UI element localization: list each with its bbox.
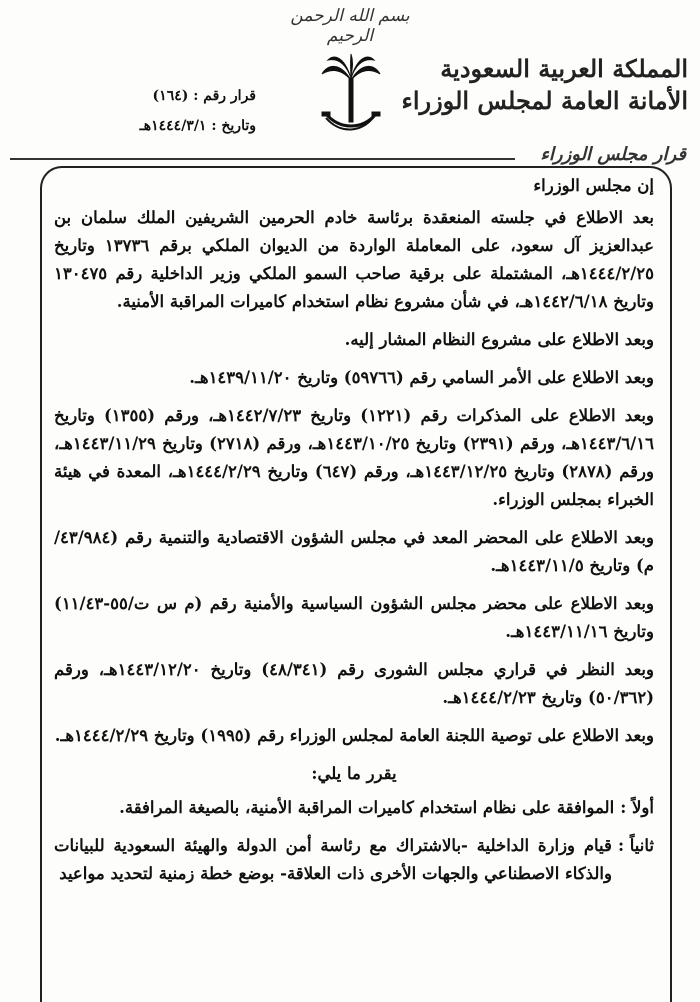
decision-item bbox=[54, 832, 654, 888]
section-title: قرار مجلس الوزراء bbox=[540, 144, 686, 165]
paragraph: وبعد الاطلاع على مشروع النظام المشار إليه. bbox=[344, 330, 654, 349]
item-text: الموافقة على نظام استخدام كاميرات المراقبة الأمنية، بالصيغة المرافقة. bbox=[119, 798, 615, 817]
paragraph: بعد الاطلاع في جلسته المنعقدة برئاسة خادم الحرمين الشريفين الملك سلمان بن عبدالعزيز آل سعود، على المعاملة الواردة من الديوان الملكي برقم ١٣٧٣٦ وتاريخ ١٤٤٤/٢/٢٥هـ، المشتملة على برقية صاحب السمو الملكي وزير الداخلية رقم ١٣٠٤٧٥ وتاريخ ١٤٤٢/٦/١٨هـ، في شأن مشروع نظام استخدام كاميرات المراقبة الأمنية. bbox=[54, 208, 654, 311]
paragraph: وبعد الاطلاع على الأمر السامي رقم (٥٩٧٦٦) وتاريخ ١٤٣٩/١١/٢٠هـ. bbox=[189, 368, 654, 387]
decision-item bbox=[54, 794, 654, 822]
opening-line: إن مجلس الوزراء bbox=[533, 176, 654, 195]
decision-number: قرار رقم : (١٦٤) bbox=[152, 88, 256, 104]
decision-body bbox=[54, 172, 654, 898]
basmala: بسم الله الرحمن الرحيم bbox=[290, 6, 410, 46]
decides-heading: يقرر ما يلي: bbox=[311, 764, 397, 783]
decision-date: وتاريخ : ١٤٤٤/٣/١هـ bbox=[139, 118, 256, 134]
item-label: ثانياً : bbox=[617, 836, 654, 855]
paragraph: وبعد الاطلاع على محضر مجلس الشؤون السياسية والأمنية رقم (م س ت/٥٥-١١/٤٣) وتاريخ ١٤٤٣/١١/١٦هـ. bbox=[54, 594, 654, 641]
org-name-line1: المملكة العربية السعودية bbox=[440, 54, 688, 83]
section-divider bbox=[10, 158, 515, 160]
palm-swords-emblem-icon bbox=[320, 52, 382, 142]
item-label: أولاً : bbox=[620, 798, 654, 817]
paragraph: وبعد الاطلاع على توصية اللجنة العامة لمجلس الوزراء رقم (١٩٩٥) وتاريخ ١٤٤٤/٢/٢٩هـ. bbox=[54, 726, 654, 745]
paragraph: وبعد الاطلاع على المذكرات رقم (١٢٢١) وتاريخ ١٤٤٢/٧/٢٣هـ، ورقم (١٣٥٥) وتاريخ ١٤٤٣/٦/١٦هـ، ورقم (٢٣٩١) وتاريخ ١٤٤٣/١٠/٢٥هـ، ورقم (٢٧١٨) وتاريخ ١٤٤٣/١١/٢٩هـ، ورقم (٢٨٧٨) وتاريخ ١٤٤٣/١٢/٢٥هـ، ورقم (٦٤٧) وتاريخ ١٤٤٤/٢/٢٩هـ، المعدة في هيئة الخبراء بمجلس الوزراء. bbox=[54, 406, 654, 509]
paragraph: وبعد النظر في قراري مجلس الشورى رقم (٤٨/٣٤١) وتاريخ ١٤٤٣/١٢/٢٠هـ، ورقم (٥٠/٣٦٢) وتاريخ ١٤٤٤/٢/٢٣هـ. bbox=[54, 660, 654, 707]
org-name-line2: الأمانة العامة لمجلس الوزراء bbox=[401, 86, 688, 115]
paragraph: وبعد الاطلاع على المحضر المعد في مجلس الشؤون الاقتصادية والتنمية رقم (٤٣/٩٨٤/م) وتاريخ ١٤٤٣/١١/٥هـ. bbox=[54, 528, 654, 575]
item-text: قيام وزارة الداخلية -بالاشتراك مع رئاسة أمن الدولة والهيئة السعودية للبيانات والذكاء الاصطناعي والجهات الأخرى ذات العلاقة- بوضع خطة زمنية لتحديد مواعيد bbox=[54, 836, 612, 883]
